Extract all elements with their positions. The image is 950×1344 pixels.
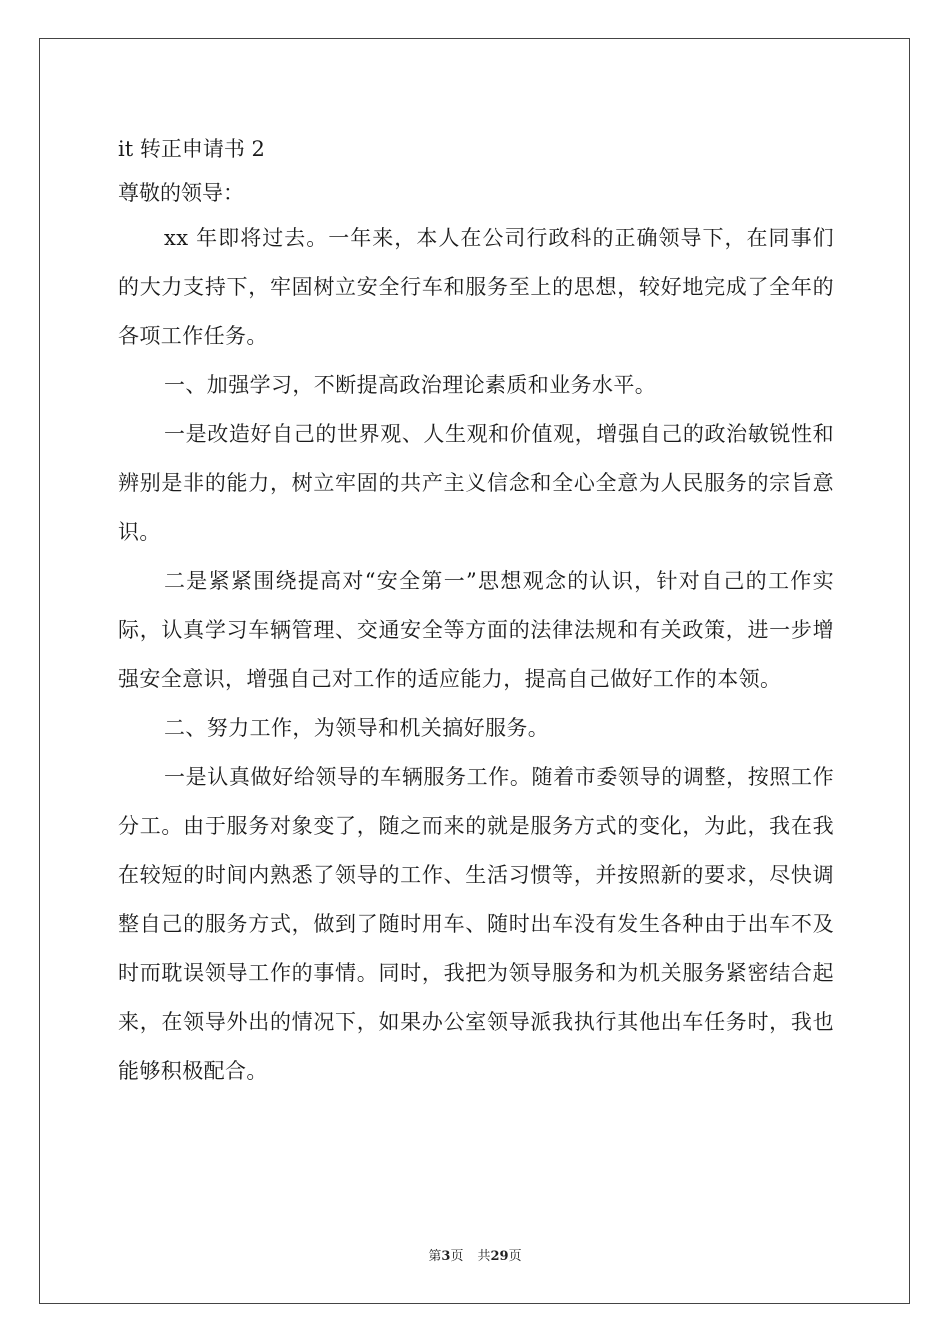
section-heading-2: 二、努力工作，为领导和机关搞好服务。 bbox=[164, 716, 550, 740]
page-footer bbox=[0, 1245, 950, 1264]
page-prefix: 第 bbox=[428, 1249, 442, 1264]
paragraph-2-1: 一是认真做好给领导的车辆服务工作。随着市委领导的调整，按照工作分工。由于服务对象变了，随之而来的就是服务方式的变化，为此，我在我在较短的时间内熟悉了领导的工作、生活习惯等，并按照新的要求，尽快调整自己的服务方式，做到了随时用车、随时出车没有发生各种由于出车不及时而耽误领导工作的事情。同时，我把为领导服务和为机关服务紧密结合起来，在领导外出的情况下，如果办公室领导派我执行其他出车任务时，我也能够积极配合。 bbox=[118, 765, 834, 1083]
section-heading-1: 一、加强学习，不断提高政治理论素质和业务水平。 bbox=[164, 373, 657, 397]
paragraph-intro: xx 年即将过去。一年来，本人在公司行政科的正确领导下，在同事们的大力支持下，牢固树立安全行车和服务至上的思想，较好地完成了全年的各项工作任务。 bbox=[118, 226, 834, 348]
page-suffix: 页 bbox=[450, 1249, 464, 1264]
document-title: it 转正申请书 2 bbox=[118, 137, 265, 161]
page-current: 3 bbox=[441, 1249, 451, 1264]
paragraph-1-1: 一是改造好自己的世界观、人生观和价值观，增强自己的政治敏锐性和辨别是非的能力，树立牢固的共产主义信念和全心全意为人民服务的宗旨意识。 bbox=[118, 422, 834, 544]
total-suffix: 页 bbox=[508, 1249, 522, 1264]
total-prefix: 共 bbox=[477, 1249, 491, 1264]
document-body bbox=[118, 128, 834, 1096]
page-total: 29 bbox=[490, 1249, 509, 1264]
salutation: 尊敬的领导： bbox=[118, 181, 244, 205]
paragraph-1-2: 二是紧紧围绕提高对“安全第一”思想观念的认识，针对自己的工作实际，认真学习车辆管理、交通安全等方面的法律法规和有关政策，进一步增强安全意识，增强自己对工作的适应能力，提高自己做好工作的本领。 bbox=[118, 569, 834, 691]
